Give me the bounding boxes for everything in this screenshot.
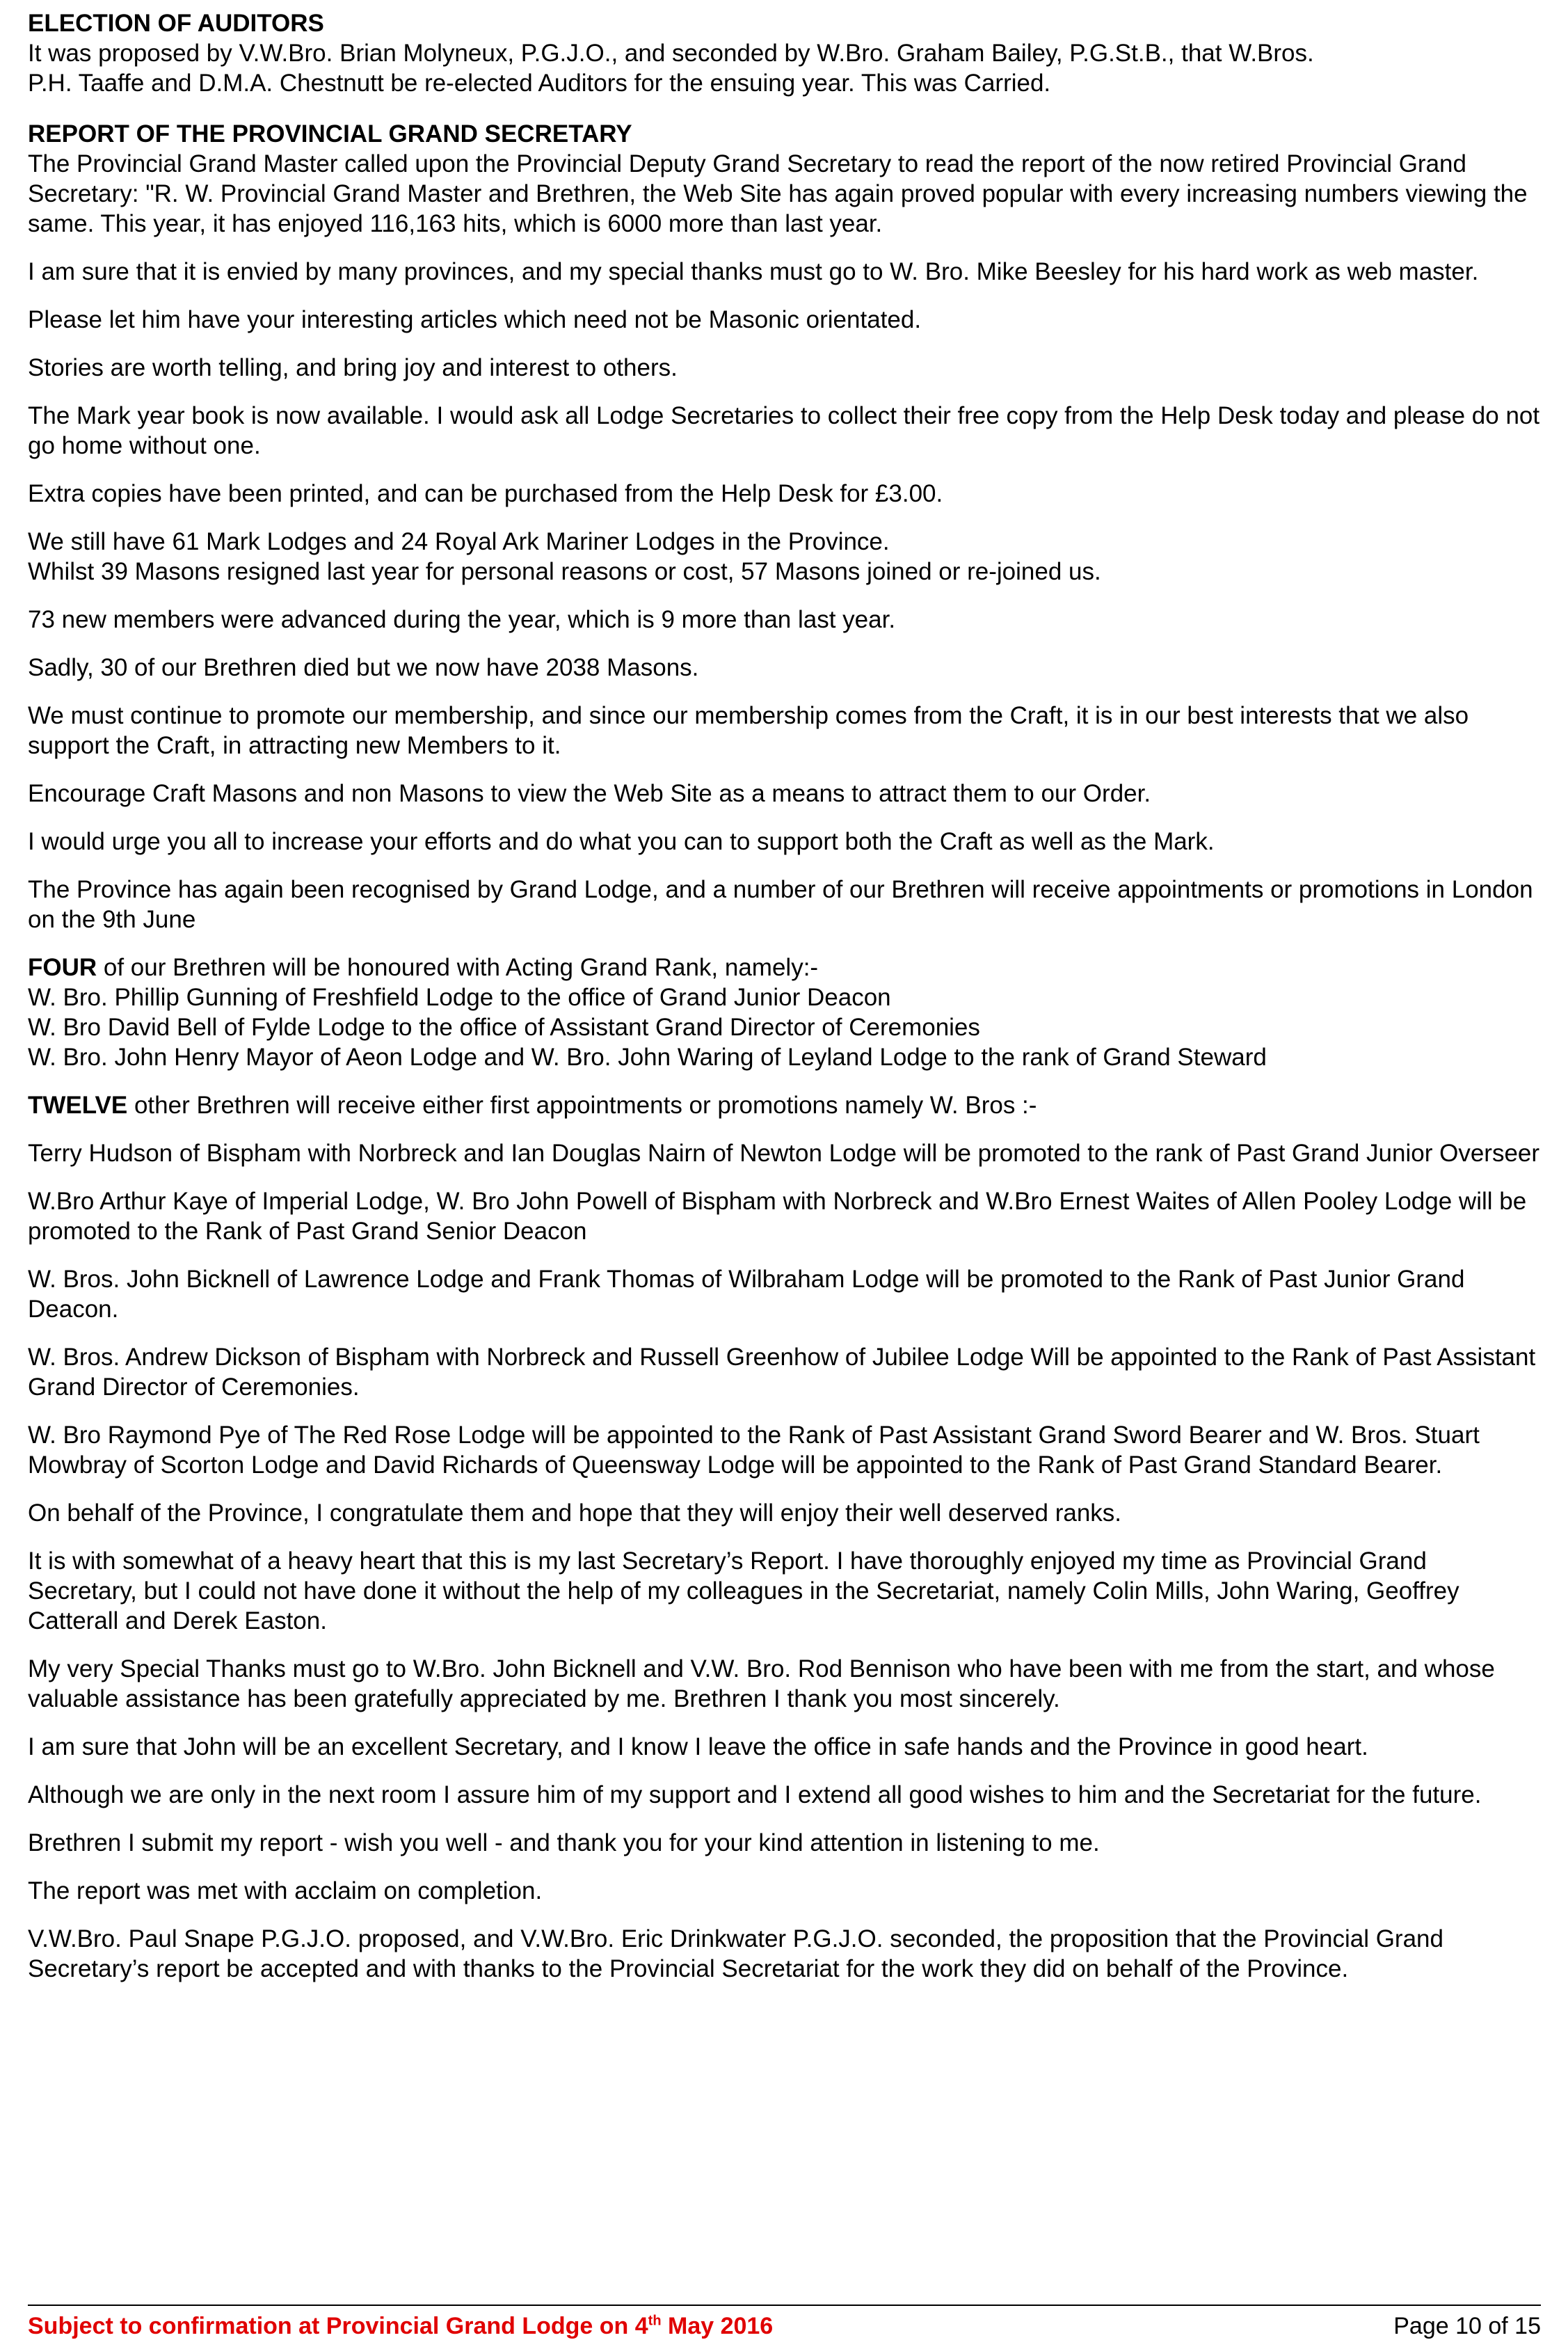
report-paragraph-extra-copies: Extra copies have been printed, and can be purchased from the Help Desk for £3.00. xyxy=(28,480,943,507)
twelve-label: TWELVE xyxy=(28,1092,128,1119)
report-section xyxy=(28,119,1541,1984)
acting-rank-line-2: W. Bro David Bell of Fylde Lodge to the office of Assistant Grand Director of Ceremonies xyxy=(28,1014,980,1041)
report-paragraph-deaths: Sadly, 30 of our Brethren died but we now have 2038 Masons. xyxy=(28,654,699,681)
four-label: FOUR xyxy=(28,954,97,981)
page-number: Page 10 of 15 xyxy=(1393,2313,1541,2339)
report-paragraph-proposition: V.W.Bro. Paul Snape P.G.J.O. proposed, and V.W.Bro. Eric Drinkwater P.G.J.O. seconded, the proposition that the Provincial Grand Secretary’s report be accepted and with thanks to the Provincial Secretariat for the work they did on behalf of the Province. xyxy=(28,1925,1443,1982)
lodges-line-2: Whilst 39 Masons resigned last year for personal reasons or cost, 57 Masons joined or re-joined us. xyxy=(28,558,1101,585)
report-paragraph-congratulate: On behalf of the Province, I congratulate them and hope that they will enjoy their well deserved ranks. xyxy=(28,1499,1122,1527)
acting-rank-line-1: W. Bro. Phillip Gunning of Freshfield Lodge to the office of Grand Junior Deacon xyxy=(28,984,891,1011)
report-paragraph-acclaim: The report was met with acclaim on completion. xyxy=(28,1877,543,1904)
report-paragraph-acting-rank xyxy=(28,953,1541,1072)
auditors-heading: ELECTION OF AUDITORS xyxy=(28,10,324,37)
four-rest: of our Brethren will be honoured with Acting Grand Rank, namely:- xyxy=(97,954,819,981)
footer-note-text: Subject to confirmation at Provincial Grand Lodge on 4 xyxy=(28,2313,648,2339)
report-heading: REPORT OF THE PROVINCIAL GRAND SECRETARY xyxy=(28,120,632,148)
report-paragraph-director-ceremonies: W. Bros. Andrew Dickson of Bispham with Norbreck and Russell Greenhow of Jubilee Lodge Will be appointed to the Rank of Past Assistant Grand Director of Ceremonies. xyxy=(28,1344,1536,1401)
page-footer xyxy=(28,2305,1541,2337)
report-paragraph-recognition: The Province has again been recognised by Grand Lodge, and a number of our Brethren will receive appointments or promotions in London on the 9th June xyxy=(28,876,1533,933)
footer-note-ordinal: th xyxy=(648,2313,662,2329)
report-paragraph-web-site: Encourage Craft Masons and non Masons to view the Web Site as a means to attract them to our Order. xyxy=(28,780,1151,807)
report-paragraph-submit: Brethren I submit my report - wish you well - and thank you for your kind attention in listening to me. xyxy=(28,1829,1100,1856)
report-paragraph-twelve xyxy=(28,1090,1541,1120)
report-paragraph-new-members: 73 new members were advanced during the year, which is 9 more than last year. xyxy=(28,606,896,633)
report-paragraph-last-report: It is with somewhat of a heavy heart that this is my last Secretary’s Report. I have thoroughly enjoyed my time as Provincial Grand Secretary, but I could not have done it without the help of my colleagues in the Secretariat, namely Colin Mills, John Waring, Geoffrey Catterall and Derek Easton. xyxy=(28,1547,1459,1634)
report-paragraph-sword-bearer: W. Bro Raymond Pye of The Red Rose Lodge will be appointed to the Rank of Past Assistant Grand Sword Bearer and W. Bros. Stuart Mowbray of Scorton Lodge and David Richards of Queensway Lodge will be appointed to the Rank of Past Grand Standard Bearer. xyxy=(28,1422,1480,1479)
footer-confirmation-note xyxy=(28,2313,773,2340)
footer-note-date: May 2016 xyxy=(661,2313,774,2339)
report-paragraph-articles: Please let him have your interesting articles which need not be Masonic orientated. xyxy=(28,306,922,333)
report-paragraph-membership: We must continue to promote our membership, and since our membership comes from the Craft, it is in our best interests that we also support the Craft, in attracting new Members to it. xyxy=(28,702,1469,759)
report-paragraph-year-book: The Mark year book is now available. I would ask all Lodge Secretaries to collect their free copy from the Help Desk today and please do not go home without one. xyxy=(28,402,1540,459)
report-paragraph-senior-deacon: W.Bro Arthur Kaye of Imperial Lodge, W. Bro John Powell of Bispham with Norbreck and W.Bro Ernest Waites of Allen Pooley Lodge will be promoted to the Rank of Past Grand Senior Deacon xyxy=(28,1188,1527,1245)
twelve-rest: other Brethren will receive either first appointments or promotions namely W. Bros :- xyxy=(127,1092,1037,1119)
report-paragraph-special-thanks: My very Special Thanks must go to W.Bro. John Bicknell and V.W. Bro. Rod Bennison who have been with me from the start, and whose valuable assistance has been gratefully appreciated by me. Brethren I thank you most sincerely. xyxy=(28,1655,1495,1712)
report-paragraph-lodges xyxy=(28,527,1541,587)
acting-rank-line-3: W. Bro. John Henry Mayor of Aeon Lodge and W. Bro. John Waring of Leyland Lodge to the rank of Grand Steward xyxy=(28,1044,1267,1071)
auditors-line-1: It was proposed by V.W.Bro. Brian Molyneux, P.G.J.O., and seconded by W.Bro. Graham Bailey, P.G.St.B., that W.Bros. xyxy=(28,40,1314,67)
report-paragraph-junior-overseer: Terry Hudson of Bispham with Norbreck and Ian Douglas Nairn of Newton Lodge will be promoted to the rank of Past Grand Junior Overseer xyxy=(28,1140,1540,1167)
auditors-line-2: P.H. Taaffe and D.M.A. Chestnutt be re-elected Auditors for the ensuing year. This was Carried. xyxy=(28,70,1051,97)
report-intro: The Provincial Grand Master called upon the Provincial Deputy Grand Secretary to read the report of the now retired Provincial Grand Secretary: "R. W. Provincial Grand Master and Brethren, the Web Site has again proved popular with every increasing numbers viewing the same. This year, it has enjoyed 116,163 hits, which is 6000 more than last year. xyxy=(28,150,1528,237)
auditors-section xyxy=(28,8,1541,98)
report-paragraph-junior-deacon: W. Bros. John Bicknell of Lawrence Lodge and Frank Thomas of Wilbraham Lodge will be promoted to the Rank of Past Junior Grand Deacon. xyxy=(28,1266,1465,1323)
acting-rank-intro xyxy=(28,953,1541,982)
report-paragraph-support: Although we are only in the next room I assure him of my support and I extend all good wishes to him and the Secretariat for the future. xyxy=(28,1781,1482,1808)
document-page xyxy=(28,8,1541,2002)
auditors-text xyxy=(28,38,1541,98)
report-paragraph-successor: I am sure that John will be an excellent Secretary, and I know I leave the office in safe hands and the Province in good heart. xyxy=(28,1733,1368,1760)
report-paragraph-web-master: I am sure that it is envied by many provinces, and my special thanks must go to W. Bro. Mike Beesley for his hard work as web master. xyxy=(28,258,1479,285)
report-paragraph-efforts: I would urge you all to increase your efforts and do what you can to support both the Craft as well as the Mark. xyxy=(28,828,1215,855)
report-paragraph-stories: Stories are worth telling, and bring joy and interest to others. xyxy=(28,354,678,381)
lodges-line-1: We still have 61 Mark Lodges and 24 Royal Ark Mariner Lodges in the Province. xyxy=(28,528,890,555)
